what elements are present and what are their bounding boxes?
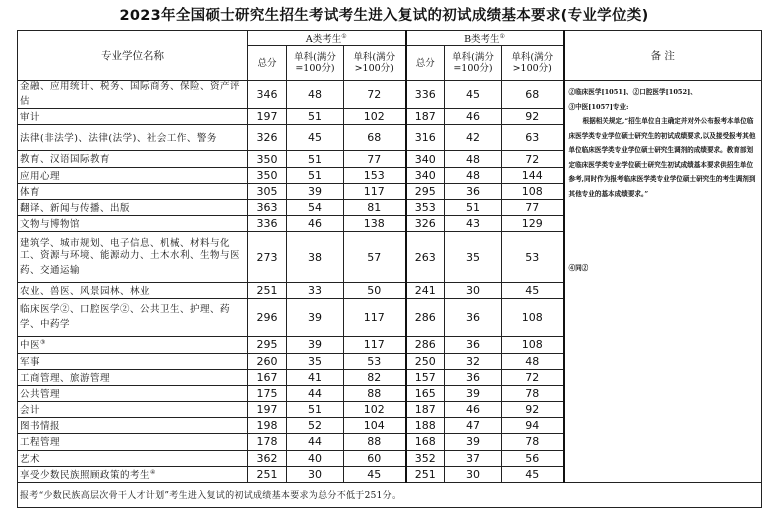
a-s1-cell: 44 <box>287 385 344 401</box>
b-s1-cell: 36 <box>445 299 502 337</box>
a-total-cell: 251 <box>248 466 287 482</box>
major-name: 教育、汉语国际教育 <box>18 151 248 167</box>
major-name: 军事 <box>18 353 248 369</box>
a-s1-cell: 40 <box>287 450 344 466</box>
b-total-cell: 241 <box>406 283 445 299</box>
note-paragraph: 根据相关规定,“招生单位自主确定并对外公布报考本单位临床医学类专业学位硕士研究生的初试成绩要求,以及接受报考其他单位临床医学类专业学位硕士研究生调剂的成绩要求。教育部划定临床医学类专业学位硕士研究生初试成绩基本要求供招生单位参考,同时作为报考临床医学类专业学位硕士研究生的考生调剂到其他专业的基本成绩要求。” <box>568 117 756 198</box>
b-total-cell: 353 <box>406 199 445 215</box>
b-s1-cell: 32 <box>445 353 502 369</box>
b-total-cell: 352 <box>406 450 445 466</box>
a-s1-cell: 39 <box>287 337 344 353</box>
b-total-cell: 340 <box>406 167 445 183</box>
b-s1-cell: 39 <box>445 434 502 450</box>
b-total-cell: 263 <box>406 232 445 283</box>
table-row <box>18 81 762 109</box>
b-s1-cell: 36 <box>445 337 502 353</box>
a-total-cell: 350 <box>248 167 287 183</box>
b-s1-cell: 36 <box>445 183 502 199</box>
major-name: 公共管理 <box>18 385 248 401</box>
b-s1-cell: 35 <box>445 232 502 283</box>
a-s2-cell: 50 <box>344 283 406 299</box>
b-single100-header: 单科(满分=100分) <box>445 46 502 81</box>
b-s2-cell: 129 <box>502 216 564 232</box>
a-single100-header: 单科(满分=100分) <box>287 46 344 81</box>
a-s1-cell: 52 <box>287 418 344 434</box>
a-total-cell: 273 <box>248 232 287 283</box>
major-name: 艺术 <box>18 450 248 466</box>
page-title: 2023年全国硕士研究生招生考试考生进入复试的初试成绩基本要求(专业学位类) <box>119 8 649 24</box>
a-s1-cell: 48 <box>287 81 344 109</box>
major-name: 图书情报 <box>18 418 248 434</box>
major-name: 金融、应用统计、税务、国际商务、保险、资产评估 <box>18 81 248 109</box>
a-s2-cell: 45 <box>344 466 406 482</box>
b-total-header: 总分 <box>406 46 445 81</box>
b-class-header: B类考生① <box>406 31 564 46</box>
remarks-cell <box>564 81 762 483</box>
a-s2-cell: 68 <box>344 125 406 151</box>
b-total-cell: 251 <box>406 466 445 482</box>
b-s2-cell: 77 <box>502 199 564 215</box>
b-s1-cell: 46 <box>445 109 502 125</box>
b-s2-cell: 78 <box>502 434 564 450</box>
a-total-cell: 197 <box>248 109 287 125</box>
a-s1-cell: 44 <box>287 434 344 450</box>
a-total-cell: 251 <box>248 283 287 299</box>
a-total-header: 总分 <box>248 46 287 81</box>
major-name: 应用心理 <box>18 167 248 183</box>
b-s1-cell: 43 <box>445 216 502 232</box>
b-s2-cell: 45 <box>502 283 564 299</box>
b-total-cell: 250 <box>406 353 445 369</box>
a-s1-cell: 39 <box>287 183 344 199</box>
a-s1-cell: 45 <box>287 125 344 151</box>
a-singlegt100-header: 单科(满分>100分) <box>344 46 406 81</box>
b-s1-cell: 30 <box>445 466 502 482</box>
b-s2-cell: 48 <box>502 353 564 369</box>
b-s1-cell: 48 <box>445 151 502 167</box>
a-total-cell: 336 <box>248 216 287 232</box>
b-s2-cell: 72 <box>502 151 564 167</box>
b-total-cell: 326 <box>406 216 445 232</box>
a-total-cell: 296 <box>248 299 287 337</box>
b-s1-cell: 51 <box>445 199 502 215</box>
b-s2-cell: 78 <box>502 385 564 401</box>
a-s2-cell: 138 <box>344 216 406 232</box>
a-total-cell: 167 <box>248 369 287 385</box>
b-total-cell: 316 <box>406 125 445 151</box>
b-s2-cell: 108 <box>502 183 564 199</box>
b-total-cell: 336 <box>406 81 445 109</box>
footer-note: 报考“少数民族高层次骨干人才计划”考生进入复试的初试成绩基本要求为总分不低于251分。 <box>18 482 762 507</box>
major-name: 文物与博物馆 <box>18 216 248 232</box>
a-s2-cell: 102 <box>344 402 406 418</box>
major-name: 农业、兽医、风景园林、林业 <box>18 283 248 299</box>
a-s1-cell: 46 <box>287 216 344 232</box>
a-s1-cell: 39 <box>287 299 344 337</box>
b-total-cell: 286 <box>406 337 445 353</box>
a-total-cell: 350 <box>248 151 287 167</box>
b-total-cell: 187 <box>406 402 445 418</box>
a-s1-cell: 35 <box>287 353 344 369</box>
b-total-cell: 286 <box>406 299 445 337</box>
b-total-cell: 295 <box>406 183 445 199</box>
a-s1-cell: 51 <box>287 167 344 183</box>
a-s2-cell: 60 <box>344 450 406 466</box>
b-s1-cell: 48 <box>445 167 502 183</box>
remarks-header: 备 注 <box>564 31 762 81</box>
a-s1-cell: 38 <box>287 232 344 283</box>
b-s2-cell: 92 <box>502 402 564 418</box>
b-s2-cell: 72 <box>502 369 564 385</box>
b-s2-cell: 108 <box>502 337 564 353</box>
a-s1-cell: 41 <box>287 369 344 385</box>
major-name: 建筑学、城市规划、电子信息、机械、材料与化工、资源与环境、能源动力、土木水利、生物与医药、交通运输 <box>18 232 248 283</box>
major-name: 法律(非法学)、法律(法学)、社会工作、警务 <box>18 125 248 151</box>
b-s2-cell: 53 <box>502 232 564 283</box>
a-s1-cell: 33 <box>287 283 344 299</box>
a-total-cell: 197 <box>248 402 287 418</box>
b-s1-cell: 46 <box>445 402 502 418</box>
a-s2-cell: 57 <box>344 232 406 283</box>
b-total-cell: 188 <box>406 418 445 434</box>
a-total-cell: 178 <box>248 434 287 450</box>
note-line-4: ④同② <box>568 264 589 273</box>
major-name: 体育 <box>18 183 248 199</box>
b-s1-cell: 39 <box>445 385 502 401</box>
a-total-cell: 363 <box>248 199 287 215</box>
a-s2-cell: 153 <box>344 167 406 183</box>
a-class-header: A类考生① <box>248 31 406 46</box>
a-s1-cell: 51 <box>287 402 344 418</box>
a-s1-cell: 54 <box>287 199 344 215</box>
a-s2-cell: 102 <box>344 109 406 125</box>
b-s2-cell: 108 <box>502 299 564 337</box>
a-total-cell: 175 <box>248 385 287 401</box>
major-name: 工商管理、旅游管理 <box>18 369 248 385</box>
a-s2-cell: 72 <box>344 81 406 109</box>
b-s1-cell: 30 <box>445 283 502 299</box>
a-total-cell: 295 <box>248 337 287 353</box>
b-singlegt100-header: 单科(满分>100分) <box>502 46 564 81</box>
b-s2-cell: 68 <box>502 81 564 109</box>
a-s2-cell: 88 <box>344 385 406 401</box>
major-name: 享受少数民族照顾政策的考生④ <box>18 466 248 482</box>
a-s2-cell: 117 <box>344 299 406 337</box>
major-name: 临床医学②、口腔医学②、公共卫生、护理、药学、中药学 <box>18 299 248 337</box>
b-s1-cell: 47 <box>445 418 502 434</box>
b-s2-cell: 45 <box>502 466 564 482</box>
a-s2-cell: 104 <box>344 418 406 434</box>
b-s2-cell: 56 <box>502 450 564 466</box>
score-table <box>17 30 762 508</box>
b-s1-cell: 42 <box>445 125 502 151</box>
b-total-cell: 165 <box>406 385 445 401</box>
note-line-2: ③中医[1057]专业: <box>568 102 629 111</box>
a-total-cell: 260 <box>248 353 287 369</box>
a-s1-cell: 51 <box>287 151 344 167</box>
b-s1-cell: 37 <box>445 450 502 466</box>
b-total-cell: 187 <box>406 109 445 125</box>
b-s2-cell: 94 <box>502 418 564 434</box>
a-total-cell: 326 <box>248 125 287 151</box>
major-column-header: 专业学位名称 <box>18 31 248 81</box>
a-s2-cell: 117 <box>344 337 406 353</box>
a-total-cell: 198 <box>248 418 287 434</box>
b-s2-cell: 63 <box>502 125 564 151</box>
b-total-cell: 340 <box>406 151 445 167</box>
a-total-cell: 362 <box>248 450 287 466</box>
major-name: 翻译、新闻与传播、出版 <box>18 199 248 215</box>
b-total-cell: 168 <box>406 434 445 450</box>
b-total-cell: 157 <box>406 369 445 385</box>
major-name: 审计 <box>18 109 248 125</box>
major-name: 工程管理 <box>18 434 248 450</box>
a-s2-cell: 82 <box>344 369 406 385</box>
b-s2-cell: 92 <box>502 109 564 125</box>
a-total-cell: 305 <box>248 183 287 199</box>
major-name: 会计 <box>18 402 248 418</box>
a-s2-cell: 53 <box>344 353 406 369</box>
a-s2-cell: 117 <box>344 183 406 199</box>
b-s2-cell: 144 <box>502 167 564 183</box>
a-total-cell: 346 <box>248 81 287 109</box>
b-s1-cell: 45 <box>445 81 502 109</box>
b-s1-cell: 36 <box>445 369 502 385</box>
footer-row <box>18 482 762 507</box>
a-s2-cell: 77 <box>344 151 406 167</box>
major-name: 中医③ <box>18 337 248 353</box>
a-s2-cell: 81 <box>344 199 406 215</box>
note-line-1: ②临床医学[1051]、②口腔医学[1052]、 <box>568 88 697 97</box>
a-s1-cell: 51 <box>287 109 344 125</box>
a-s1-cell: 30 <box>287 466 344 482</box>
a-s2-cell: 88 <box>344 434 406 450</box>
